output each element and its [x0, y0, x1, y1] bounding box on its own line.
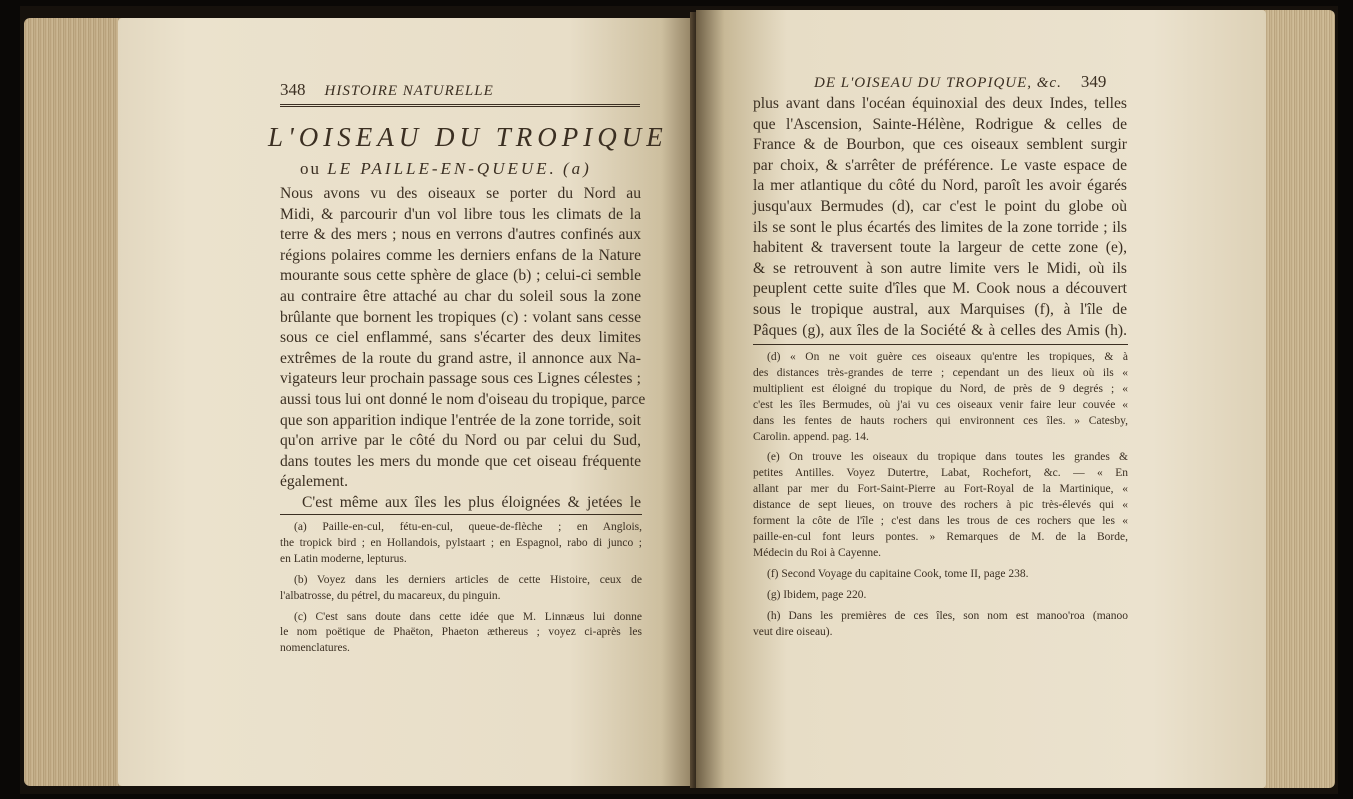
footnote-line: (c) C'est sans doute dans cette idée que M. Linnæus lui donne	[294, 610, 642, 623]
text-line: & se retrouvent à son autre limite vers le Midi, où ils	[753, 259, 1127, 277]
footnote	[280, 610, 642, 658]
footnote-line: distance de sept lieues, on trouve des rochers à pic très-élevés qui «	[753, 499, 1128, 512]
footnote-rule	[753, 344, 1128, 345]
footnote-line: the tropick bird ; en Hollandois, pylstaart ; en Espagnol, rabo di junco ;	[280, 536, 642, 549]
footnote	[753, 350, 1128, 445]
right-folio: 349	[1080, 72, 1107, 91]
footnote	[753, 567, 1128, 583]
footnote-line: (g) Ibidem, page 220.	[767, 588, 867, 601]
footnote-line: nomenclatures.	[280, 642, 350, 655]
text-line: jusqu'aux Bermudes (d), car c'est le point du globe où	[753, 197, 1127, 215]
footnote	[280, 573, 642, 605]
right-footnotes	[753, 350, 1128, 645]
text-line: sous ce ciel enflammé, sans s'écarter des deux limites	[280, 329, 641, 347]
text-line: que l'Ascension, Sainte-Hélène, Rodrigue & celles de	[753, 115, 1127, 133]
right-body-text	[753, 94, 1127, 341]
text-line: habitent & traversent toute la largeur de cette zone (e),	[753, 239, 1127, 257]
footnote-line: paille-en-cul font leurs pontes. » Remarques de M. de la Borde,	[753, 530, 1128, 543]
chapter-subtitle	[300, 159, 592, 179]
text-line: au contraire être attaché au char du soleil sous la zone	[280, 287, 641, 305]
footnote-line: c'est les îles Bermudes, où j'ai vu ces oiseaux venir faire leur couvée «	[753, 398, 1128, 411]
footnote-line: (b) Voyez dans les derniers articles de cette Histoire, ceux de	[294, 573, 642, 586]
text-line: vigateurs leur prochain passage sous ces Lignes célestes ;	[280, 370, 641, 388]
footnote-line: (e) On trouve les oiseaux du tropique dans toutes les grandes &	[767, 451, 1128, 464]
text-line: Midi, & parcourir d'un vol libre tous les climats de la	[280, 205, 641, 223]
left-footnotes	[280, 520, 642, 662]
text-line: sous le tropique austral, aux Marquises (f), à l'île de	[753, 300, 1127, 318]
text-line: dans toutes les mers du monde que cet oiseau fréquente	[280, 452, 641, 470]
left-page	[118, 18, 696, 786]
chapter-title: L'OISEAU DU TROPIQUE	[268, 122, 668, 152]
text-line: peuplent cette suite d'îles que M. Cook nous a découvert	[753, 280, 1127, 298]
page-edges-left	[24, 18, 126, 786]
footnote	[753, 609, 1128, 641]
header-rule	[280, 104, 640, 107]
footnote-line: (f) Second Voyage du capitaine Cook, tome II, page 238.	[767, 567, 1029, 580]
text-line: qu'on arrive par le côté du Nord ou par celui du Sud,	[280, 432, 641, 450]
footnote-line: allant par mer du Fort-Saint-Pierre au Fort-Royal de la Martinique, «	[753, 483, 1128, 496]
text-line: également.	[280, 473, 348, 491]
footnote-line: l'albatrosse, du pétrel, du macareux, du pinguin.	[280, 589, 501, 602]
footnote	[753, 450, 1128, 561]
text-line: que son apparition indique l'entrée de la zone torride, soit	[280, 411, 641, 429]
text-line: par choix, & s'arrêter de préférence. Le vaste espace de	[753, 156, 1127, 174]
text-line: brûlante que bornent les tropiques (c) : volant sans cesse	[280, 308, 641, 326]
text-line: aussi tous lui ont donné le nom d'oiseau du tropique, parce	[280, 390, 646, 408]
footnote-line: (h) Dans les premières de ces îles, son nom est manoo'roa (manoo	[767, 609, 1128, 622]
text-line: terre & des mers ; nous en verrons d'autres confinés aux	[280, 226, 641, 244]
text-line: ils se sont le plus écartés des limites de la zone torride ; ils	[753, 218, 1127, 236]
text-line: régions polaires comme les derniers enfans de la Nature	[280, 246, 641, 264]
right-running-title: DE L'OISEAU DU TROPIQUE, &c.	[814, 75, 1062, 91]
footnote-line: veut dire oiseau).	[753, 625, 833, 638]
right-page	[696, 10, 1266, 788]
text-line: Pâques (g), aux îles de la Société & à celles des Amis (h).	[753, 321, 1127, 339]
subtitle-note-ref: (a)	[563, 159, 592, 178]
footnote-rule	[280, 514, 642, 515]
subtitle-prefix: ou	[300, 159, 321, 178]
footnote-line: forment la côte de l'île ; c'est dans les trous de ces rochers que les «	[753, 515, 1128, 528]
footnote-line: des distances très-grandes de terre ; cependant un des lieux où ils «	[753, 366, 1128, 379]
footnote-line: en Latin moderne, lepturus.	[280, 552, 407, 565]
left-running-head	[280, 80, 494, 100]
left-running-title: HISTOIRE NATURELLE	[324, 83, 494, 99]
text-line: extrêmes de la route du grand astre, il annonce aux Na-	[280, 349, 641, 367]
left-folio: 348	[280, 80, 306, 99]
text-line: C'est même aux îles les plus éloignées & jetées le	[302, 493, 641, 511]
footnote	[280, 520, 642, 568]
footnote-line: (d) « On ne voit guère ces oiseaux qu'entre les tropiques, & à	[767, 351, 1128, 363]
footnote-line: multiplient est éloigné du tropique du Nord, de près de 9 degrés ; «	[753, 382, 1128, 395]
footnote-line: Carolin. append. pag. 14.	[753, 430, 869, 443]
left-body-text	[280, 184, 646, 514]
right-running-head	[814, 72, 1106, 92]
footnote-line: (a) Paille-en-cul, fétu-en-cul, queue-de-flèche ; en Anglois,	[294, 521, 642, 533]
footnote-line: dans les fentes de hauts rochers qui environnent ces îles. » Catesby,	[753, 414, 1128, 427]
footnote-line: le nom poëtique de Phaëton, Phaeton æthereus ; voyez ci-après les	[280, 626, 642, 639]
footnote-line: Médecin du Roi à Cayenne.	[753, 546, 882, 559]
text-line: la mer atlantique du côté du Nord, paroît les avoir égarés	[753, 177, 1127, 195]
text-line: France & de Bourbon, que ces oiseaux semblent surgir	[753, 136, 1127, 154]
footnote	[753, 588, 1128, 604]
subtitle-name: LE PAILLE-EN-QUEUE.	[327, 159, 557, 178]
text-line: plus avant dans l'océan équinoxial des deux Indes, telles	[753, 95, 1127, 112]
text-line: mourante sous cette sphère de glace (b) ; celui-ci semble	[280, 267, 641, 285]
page-edges-right	[1255, 10, 1335, 788]
text-line: Nous avons vu des oiseaux se porter du Nord au	[280, 185, 641, 202]
footnote-line: petites Antilles. Voyez Dutertre, Labat, Rochefort, &c. — « En	[753, 467, 1128, 480]
